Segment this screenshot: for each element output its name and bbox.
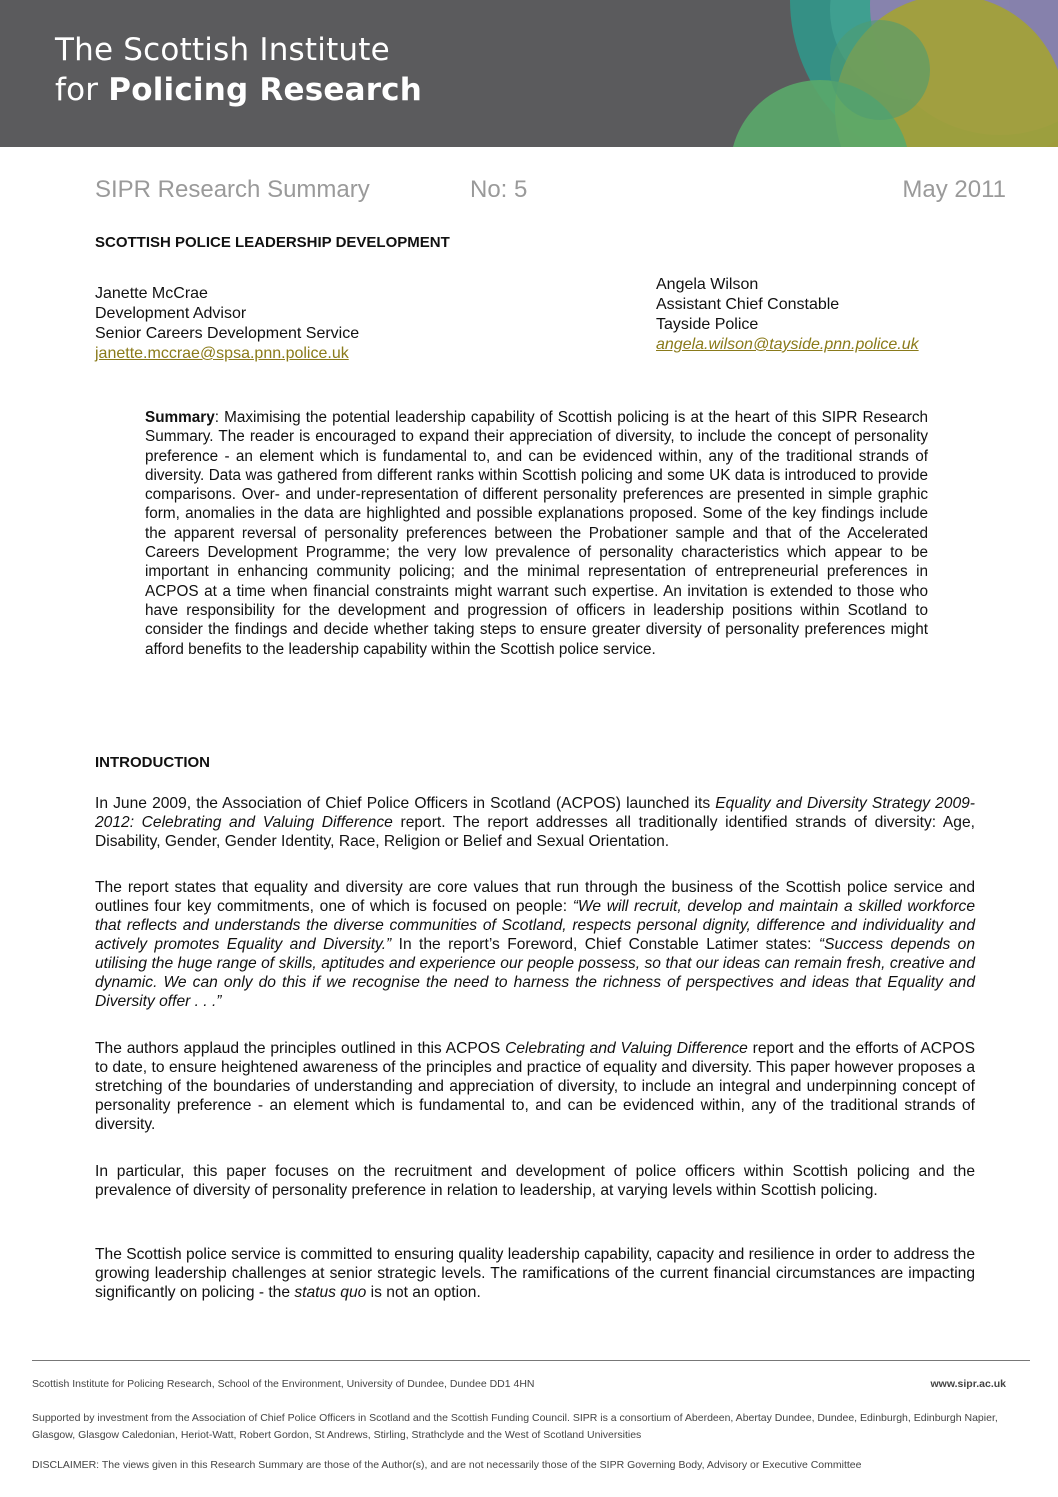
author-role: Development Advisor (95, 305, 247, 322)
footer-support-note: Supported by investment from the Association of Chief Police Officers in Scotland and the Scottish Funding Council. SIPR is a consortium of Aberdeen, Abertay Dundee, Dundee, Edinburgh, Edinburgh Napier, Glasgow, Glasgow Caledonian, Heriot-Watt, Robert Gordon, St Andrews, Stirling, Strathclyde and the West of Scotland Universities (32, 1412, 998, 1441)
author-email-link[interactable]: angela.wilson@tayside.pnn.police.uk (656, 336, 919, 353)
author-name: Angela Wilson (656, 276, 759, 293)
issue-number: No: 5 (470, 176, 528, 203)
report-title: Celebrating and Valuing Difference (505, 1040, 748, 1057)
text-run: report and the efforts of ACPOS to date, to ensure heightened awareness of the principles and practice of equality and diversity. This paper however proposes a stretching of the boundaries of understanding and appreciation of diversity, to include an integral and underpinning concept of personality preference - an element which is fundamental to, and can be evidenced within, any of the traditional strands of diversity. (95, 1040, 975, 1133)
emphasis: status quo (294, 1284, 367, 1301)
logo-line-2-bold: Policing Research (108, 72, 423, 108)
text-run: report. The report addresses all traditionally identified strands of diversity: Age, Disability, Gender, Gender Identity, Race, Religion or Belief and Sexual Orientation. (95, 814, 975, 850)
text-run: The Scottish police service is committed to ensuring quality leadership capability, capacity and resilience in order to address the growing leadership challenges at senior strategic levels. The ramifications of the current financial circumstances are impacting significantly on policing - the (95, 1246, 975, 1301)
author-name: Janette McCrae (95, 285, 208, 302)
author-email-link[interactable]: janette.mccrae@spsa.pnn.police.uk (95, 345, 349, 362)
text-run: The authors applaud the principles outlined in this ACPOS (95, 1040, 506, 1057)
footer-website-link[interactable]: www.sipr.ac.uk (930, 1378, 1006, 1390)
quote-foreword: “Success depends on utilising the huge range of skills, aptitudes and experience our people possess, so that our ideas can remain fresh, creative and dynamic. We can only do this if we recognise the need to harness the richness of perspectives and ideas that Equality and Diversity offer . . .” (95, 936, 976, 1010)
author-org: Senior Careers Development Service (95, 325, 360, 342)
issue-date: May 2011 (902, 176, 1006, 203)
intro-paragraph-2 (95, 878, 975, 1011)
intro-paragraph-1 (95, 794, 975, 851)
author-block-1 (95, 284, 359, 364)
text-run: The report states that equality and diversity are core values that run through the business of the Scottish police service and outlines four key commitments, one of which is focused on people: (95, 879, 975, 915)
footer-divider (32, 1360, 1030, 1361)
author-org: Tayside Police (656, 316, 759, 333)
logo-line-2-prefix: for (55, 72, 109, 108)
introduction-heading: INTRODUCTION (95, 754, 210, 771)
text-run: is not an option. (366, 1284, 481, 1301)
summary-label: Summary (145, 409, 215, 426)
text-run: In June 2009, the Association of Chief Police Officers in Scotland (ACPOS) launched its (95, 795, 716, 812)
summary-text: : Maximising the potential leadership capability of Scottish policing is at the heart of this SIPR Research Summary. The reader is encouraged to expand their appreciation of diversity, to include the concept of personality preference - an element which is fundamental to, and can be evidenced within, any of the traditional strands of diversity. Data was gathered from different ranks within Scottish policing and some UK data is introduced to provide comparisons. Over- and under-representation of different personality preferences are presented in simple graphic form, anomalies in the data are highlighted and possible explanations proposed. Some of the key findings include the apparent reversal of personality preferences between the Probationer sample and that of the Accelerated Careers Development Programme; the very low prevalence of personality characteristics which appear to be important in enhancing community policing; and the minimal representation of entrepreneurial preferences in ACPOS at a time when financial constraints might warrant such expertise. An invitation is extended to those who have responsibility for the development and progression of officers in leadership positions within Scotland to consider the findings and decide whether taking steps to ensure greater diversity of personality preferences might afford benefits to the leadership capability within the Scottish police service. (145, 409, 928, 658)
footer-disclaimer: DISCLAIMER: The views given in this Research Summary are those of the Author(s), and are not necessarily those of the SIPR Governing Body, Advisory or Executive Committee (32, 1459, 862, 1471)
intro-paragraph-5 (95, 1245, 975, 1302)
author-role: Assistant Chief Constable (656, 296, 840, 313)
summary-paragraph (145, 408, 928, 659)
intro-paragraph-3 (95, 1039, 975, 1134)
footer-address: Scottish Institute for Policing Research, School of the Environment, University of Dundee, Dundee DD1 4HN (32, 1378, 535, 1390)
report-title: Equality and Diversity Strategy 2009-2012: Celebrating and Valuing Difference (95, 795, 976, 831)
header-banner (0, 0, 1058, 147)
document-title: SCOTTISH POLICE LEADERSHIP DEVELOPMENT (95, 234, 450, 251)
logo-line-1: The Scottish Institute (55, 32, 390, 68)
text-run: In the report’s Foreword, Chief Constable Latimer states: (391, 936, 819, 953)
intro-paragraph-4: In particular, this paper focuses on the recruitment and development of police officers within Scottish policing and the prevalence of diversity of personality preference in relation to leadership, at varying levels within Scottish policing. (95, 1163, 975, 1199)
quote-commitment: “We will recruit, develop and maintain a skilled workforce that reflects and understands the diverse communities of Scotland, respects personal dignity, difference and individuality and actively promotes Equality and Diversity.” (95, 898, 976, 953)
institute-logo (55, 30, 422, 110)
logo-line-2 (55, 70, 422, 110)
series-label: SIPR Research Summary (95, 176, 370, 203)
author-block-2 (656, 275, 919, 355)
